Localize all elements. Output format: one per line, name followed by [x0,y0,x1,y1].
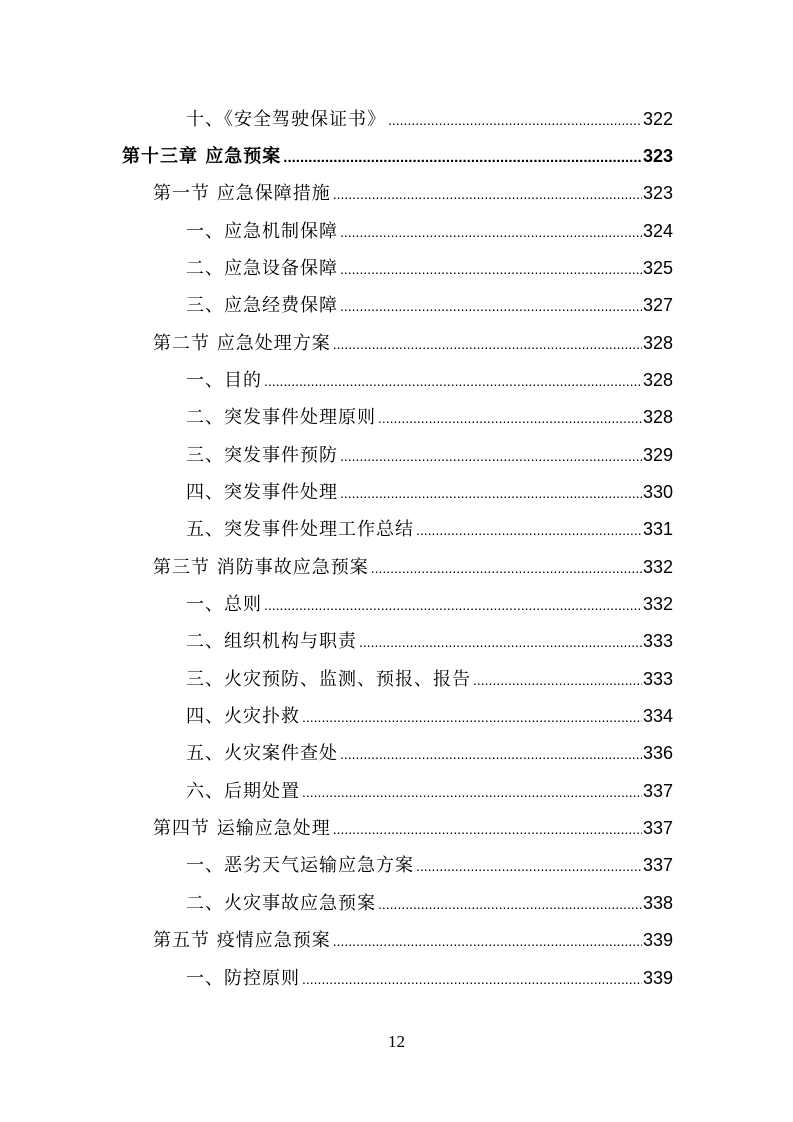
toc-entry-title: 第四节 运输应急处理 [153,818,331,839]
toc-entry[interactable] [186,366,673,394]
dot-leader [264,591,642,619]
toc-page-number: 331 [642,519,673,539]
toc-entry-title: 第十三章 应急预案 [122,146,282,167]
dot-leader [302,703,642,731]
toc-page-number: 337 [642,781,673,801]
toc-entry-title: 一、恶劣天气运输应急方案 [186,855,414,876]
toc-entry-title: 一、防控原则 [186,968,300,989]
toc-entry-section[interactable] [153,329,673,357]
dot-leader [340,442,642,470]
toc-entry-title: 二、突发事件处理原则 [186,407,376,428]
dot-leader [340,218,642,246]
toc-page-number: 332 [642,557,673,577]
toc-entry[interactable] [186,105,673,133]
toc-entry[interactable] [186,851,673,879]
toc-entry-title: 一、总则 [186,594,262,615]
toc-page-number: 330 [642,482,673,502]
toc-entry-title: 一、应急机制保障 [186,221,338,242]
dot-leader [378,890,642,918]
toc-page-number: 323 [642,183,673,203]
dot-leader [340,740,642,768]
toc-page-number: 324 [642,221,673,241]
toc-entry-title: 第二节 应急处理方案 [153,333,331,354]
dot-leader [378,404,642,432]
dot-leader [340,479,642,507]
dot-leader [333,927,642,955]
dot-leader [473,666,642,694]
dot-leader [283,144,642,172]
toc-entry-title: 四、突发事件处理 [186,482,338,503]
toc-page-number: 333 [642,631,673,651]
toc-entry-title: 二、火灾事故应急预案 [186,893,376,914]
toc-entry[interactable] [186,702,673,730]
dot-leader [333,815,642,843]
toc-page-number: 329 [642,445,673,465]
toc-page-number: 328 [642,407,673,427]
toc-entry[interactable] [186,403,673,431]
dot-leader [388,106,642,134]
toc-entry-section[interactable] [153,179,673,207]
toc-entry-title: 三、应急经费保障 [186,295,338,316]
toc-entry[interactable] [186,889,673,917]
toc-entry-title: 六、后期处置 [186,781,300,802]
toc-page-number: 322 [642,109,673,129]
toc-entry-title: 一、目的 [186,370,262,391]
toc-entry-title: 四、火灾扑救 [186,706,300,727]
dot-leader [371,554,642,582]
toc-page-number: 337 [642,818,673,838]
toc-entry-title: 十、《安全驾驶保证书》 [186,109,386,130]
toc-entry[interactable] [186,627,673,655]
toc-entry[interactable] [186,777,673,805]
toc-entry-section[interactable] [153,553,673,581]
toc-page-number: 328 [642,333,673,353]
toc-page-number: 336 [642,743,673,763]
toc-entry[interactable] [186,590,673,618]
toc-entry[interactable] [186,217,673,245]
toc-entry-title: 二、组织机构与职责 [186,631,357,652]
dot-leader [416,516,642,544]
dot-leader [302,778,642,806]
toc-entry-chapter[interactable] [122,142,673,170]
toc-page-number: 339 [642,930,673,950]
toc-entry-title: 第五节 疫情应急预案 [153,930,331,951]
toc-entry-title: 三、火灾预防、监测、预报、报告 [186,669,471,690]
toc-page-number: 332 [642,594,673,614]
toc-page-number: 327 [642,295,673,315]
toc-entry[interactable] [186,254,673,282]
toc-page-number: 337 [642,855,673,875]
dot-leader [416,852,642,880]
dot-leader [302,965,642,993]
toc-entry-title: 三、突发事件预防 [186,445,338,466]
toc-entry[interactable] [186,964,673,992]
dot-leader [340,255,642,283]
toc-entry[interactable] [186,515,673,543]
dot-leader [359,628,642,656]
toc-entry-title: 第三节 消防事故应急预案 [153,557,369,578]
toc-entry-title: 第一节 应急保障措施 [153,183,331,204]
toc-entry-section[interactable] [153,926,673,954]
toc-entry-title: 五、突发事件处理工作总结 [186,519,414,540]
toc-page-number: 333 [642,669,673,689]
page-number-footer: 12 [388,1032,405,1051]
toc-page-number: 334 [642,706,673,726]
dot-leader [333,330,642,358]
toc-page-number: 328 [642,370,673,390]
toc-entry-section[interactable] [153,814,673,842]
toc-page-number: 339 [642,968,673,988]
toc-entry[interactable] [186,291,673,319]
toc-entry[interactable] [186,478,673,506]
dot-leader [264,367,642,395]
dot-leader [333,180,642,208]
toc-page-number: 323 [642,146,673,166]
toc-entry[interactable] [186,739,673,767]
toc-entry-title: 五、火灾案件查处 [186,743,338,764]
toc-page-number: 325 [642,258,673,278]
dot-leader [340,292,642,320]
toc-entry[interactable] [186,665,673,693]
toc-entry[interactable] [186,441,673,469]
toc-entry-title: 二、应急设备保障 [186,258,338,279]
toc-page-number: 338 [642,893,673,913]
